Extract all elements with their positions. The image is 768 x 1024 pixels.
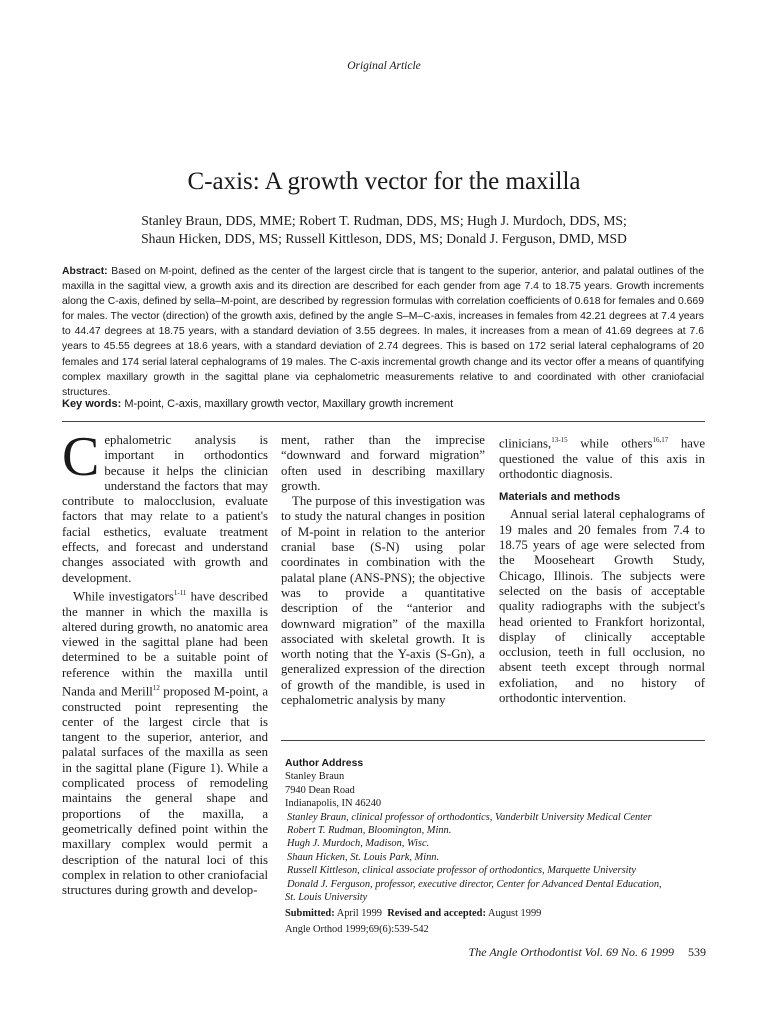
body-column-2 bbox=[281, 433, 485, 708]
page-footer bbox=[469, 945, 706, 960]
correspondent-name: Stanley Braun bbox=[285, 771, 345, 783]
abstract bbox=[62, 264, 704, 400]
citation-ref: 12 bbox=[152, 684, 160, 693]
author-line-2: Shaun Hicken, DDS, MS; Russell Kittleson, DDS, MS; Donald J. Ferguson, DMD, MSD bbox=[141, 231, 627, 246]
body-column-3 bbox=[499, 433, 705, 706]
drop-cap: C bbox=[62, 426, 100, 488]
clinicians-paragraph: clinicians,$^{13-15}$ while others$^{16,17}$ have questioned the value of this axis in orthodontic diagnosis. bbox=[499, 436, 706, 481]
submission-dates: Submitted: April 1999 Revised and accepted: August 1999 bbox=[285, 908, 542, 920]
affiliation-6: Donald J. Ferguson, professor, executive director, Center for Advanced Dental Education, bbox=[287, 878, 662, 890]
keywords bbox=[62, 398, 704, 410]
author-address-box bbox=[285, 757, 705, 936]
citation-ref: 1-11 bbox=[173, 588, 187, 597]
section-heading-methods: Materials and methods bbox=[499, 491, 621, 504]
citation-ref: 13-15 bbox=[551, 436, 568, 444]
purpose-paragraph: The purpose of this investigation was to study the natural changes in position of M-point in relation to the anterior cranial base (S-N) using polar coordinates in combination with the palatal plane (ANS-PNS); the objective was to provide a quantitative description of the “anterior and downward migration” of the maxilla associated with skeletal growth. It is worth noting that the Y-axis (S-Gn), a generalized expression of the direction of growth of the mandible, is used in cephalometric analysis by many bbox=[281, 494, 485, 708]
abstract-text: Based on M-point, defined as the center of the largest circle that is tangent to the superior, anterior, and palatal outlines of the maxilla in the sagittal view, a growth axis and its direction are described for each gender from age 7.4 to 18.75 years. Growth increments along the C-axis, defined by sella–M-point, are described by regression formulas with correlation coefficients of 0.618 for females and 0.669 for males. The vector (direction) of the growth axis, defined by the angle S–M–C-axis, increases in females from 42.21 degrees at 7.4 years to 44.47 degrees at 18.75 years, with a standard deviation of 3.55 degrees. In males, it increases from a mean of 41.69 degrees at 7.6 years to 45.55 degrees at 18.6 years, with a standard deviation of 2.74 degrees. This is based on 172 serial lateral cephalograms of 20 females and 174 serial lateral cephalograms of 19 males. The C-axis incremental growth change and its vector offer a means of quantifying complex maxillary growth in the sagittal plane via cephalometric measurements relative to and coordinated with other craniofacial structures. bbox=[62, 266, 704, 398]
affiliation-4: Shaun Hicken, St. Louis Park, Minn. bbox=[287, 851, 440, 863]
keywords-label: Key words: bbox=[62, 398, 122, 410]
keywords-text: M-point, C-axis, maxillary growth vector, Maxillary growth increment bbox=[124, 398, 454, 410]
correspondent-street: 7940 Dean Road bbox=[285, 784, 355, 796]
section-label: Original Article bbox=[347, 60, 421, 72]
affiliation-3: Hugh J. Murdoch, Madison, Wisc. bbox=[287, 838, 430, 850]
abstract-label: Abstract: bbox=[62, 266, 108, 277]
investigators-paragraph: While investigators$^{1-11}$ have described the manner in which the maxilla is altered during growth, no anatomic area viewed in the sagittal plane had been determined to be a suitable point of reference within the maxilla until Nanda and Merill$^{12}$ proposed M-point, a constructed point representing the center of the largest circle that is tangent to the superior, anterior, and palatal surfaces of the maxilla as seen in the sagittal plane (Figure 1). While a complicated process of remodeling maintains the general shape and proportions of the maxilla, a geometrically defined point within the maxillary complex would permit a description of the natural loci of this complex in relation to other craniofacial structures during growth and develop- bbox=[62, 588, 268, 898]
methods-paragraph: Annual serial lateral cephalograms of 19 males and 20 females from 7.4 to 18.75 years of age were selected from the Mooseheart Growth Study, Chicago, Illinois. The subjects were selected on the basis of acceptable quality radiographs with the subject's head oriented to Frankfort horizontal, display of clinically acceptable occlusion, teeth in full occlusion, no absent teeth except through normal exfoliation, and no history of orthodontic intervention. bbox=[499, 507, 705, 706]
author-box-divider bbox=[281, 740, 705, 741]
affiliation-1: Stanley Braun, clinical professor of orthodontics, Vanderbilt University Medical Center bbox=[287, 811, 652, 823]
affiliation-2: Robert T. Rudman, Bloomington, Minn. bbox=[287, 825, 452, 837]
citation-ref: 16,17 bbox=[652, 436, 669, 444]
affiliation-7: St. Louis University bbox=[285, 892, 368, 904]
affiliation-5: Russell Kittleson, clinical associate professor of orthodontics, Marquette University bbox=[287, 865, 637, 877]
journal-info: The Angle Orthodontist Vol. 69 No. 6 1999 bbox=[468, 945, 674, 959]
citation-line: Angle Orthod 1999;69(6):539-542 bbox=[285, 923, 429, 935]
author-line-1: Stanley Braun, DDS, MME; Robert T. Rudman, DDS, MS; Hugh J. Murdoch, DDS, MS; bbox=[141, 213, 627, 228]
continued-paragraph: ment, rather than the imprecise “downward and forward migration” often used in describing maxillary growth. bbox=[281, 433, 485, 493]
author-list bbox=[70, 212, 698, 248]
article-title: C-axis: A growth vector for the maxilla bbox=[187, 168, 581, 195]
correspondent-city: Indianapolis, IN 46240 bbox=[285, 798, 382, 810]
body-column-1 bbox=[62, 426, 268, 898]
intro-paragraph: Cephalometric analysis is important in orthodontics because it helps the clinician understand the factors that may contribute to malocclusion, evaluate factors that may relate to a patient's facial esthetics, evaluate treatment effects, and forecast and understand changes associated with growth and development. bbox=[62, 426, 268, 585]
section-divider bbox=[62, 421, 705, 422]
page-number: 539 bbox=[688, 945, 706, 959]
author-address-heading: Author Address bbox=[285, 758, 364, 769]
